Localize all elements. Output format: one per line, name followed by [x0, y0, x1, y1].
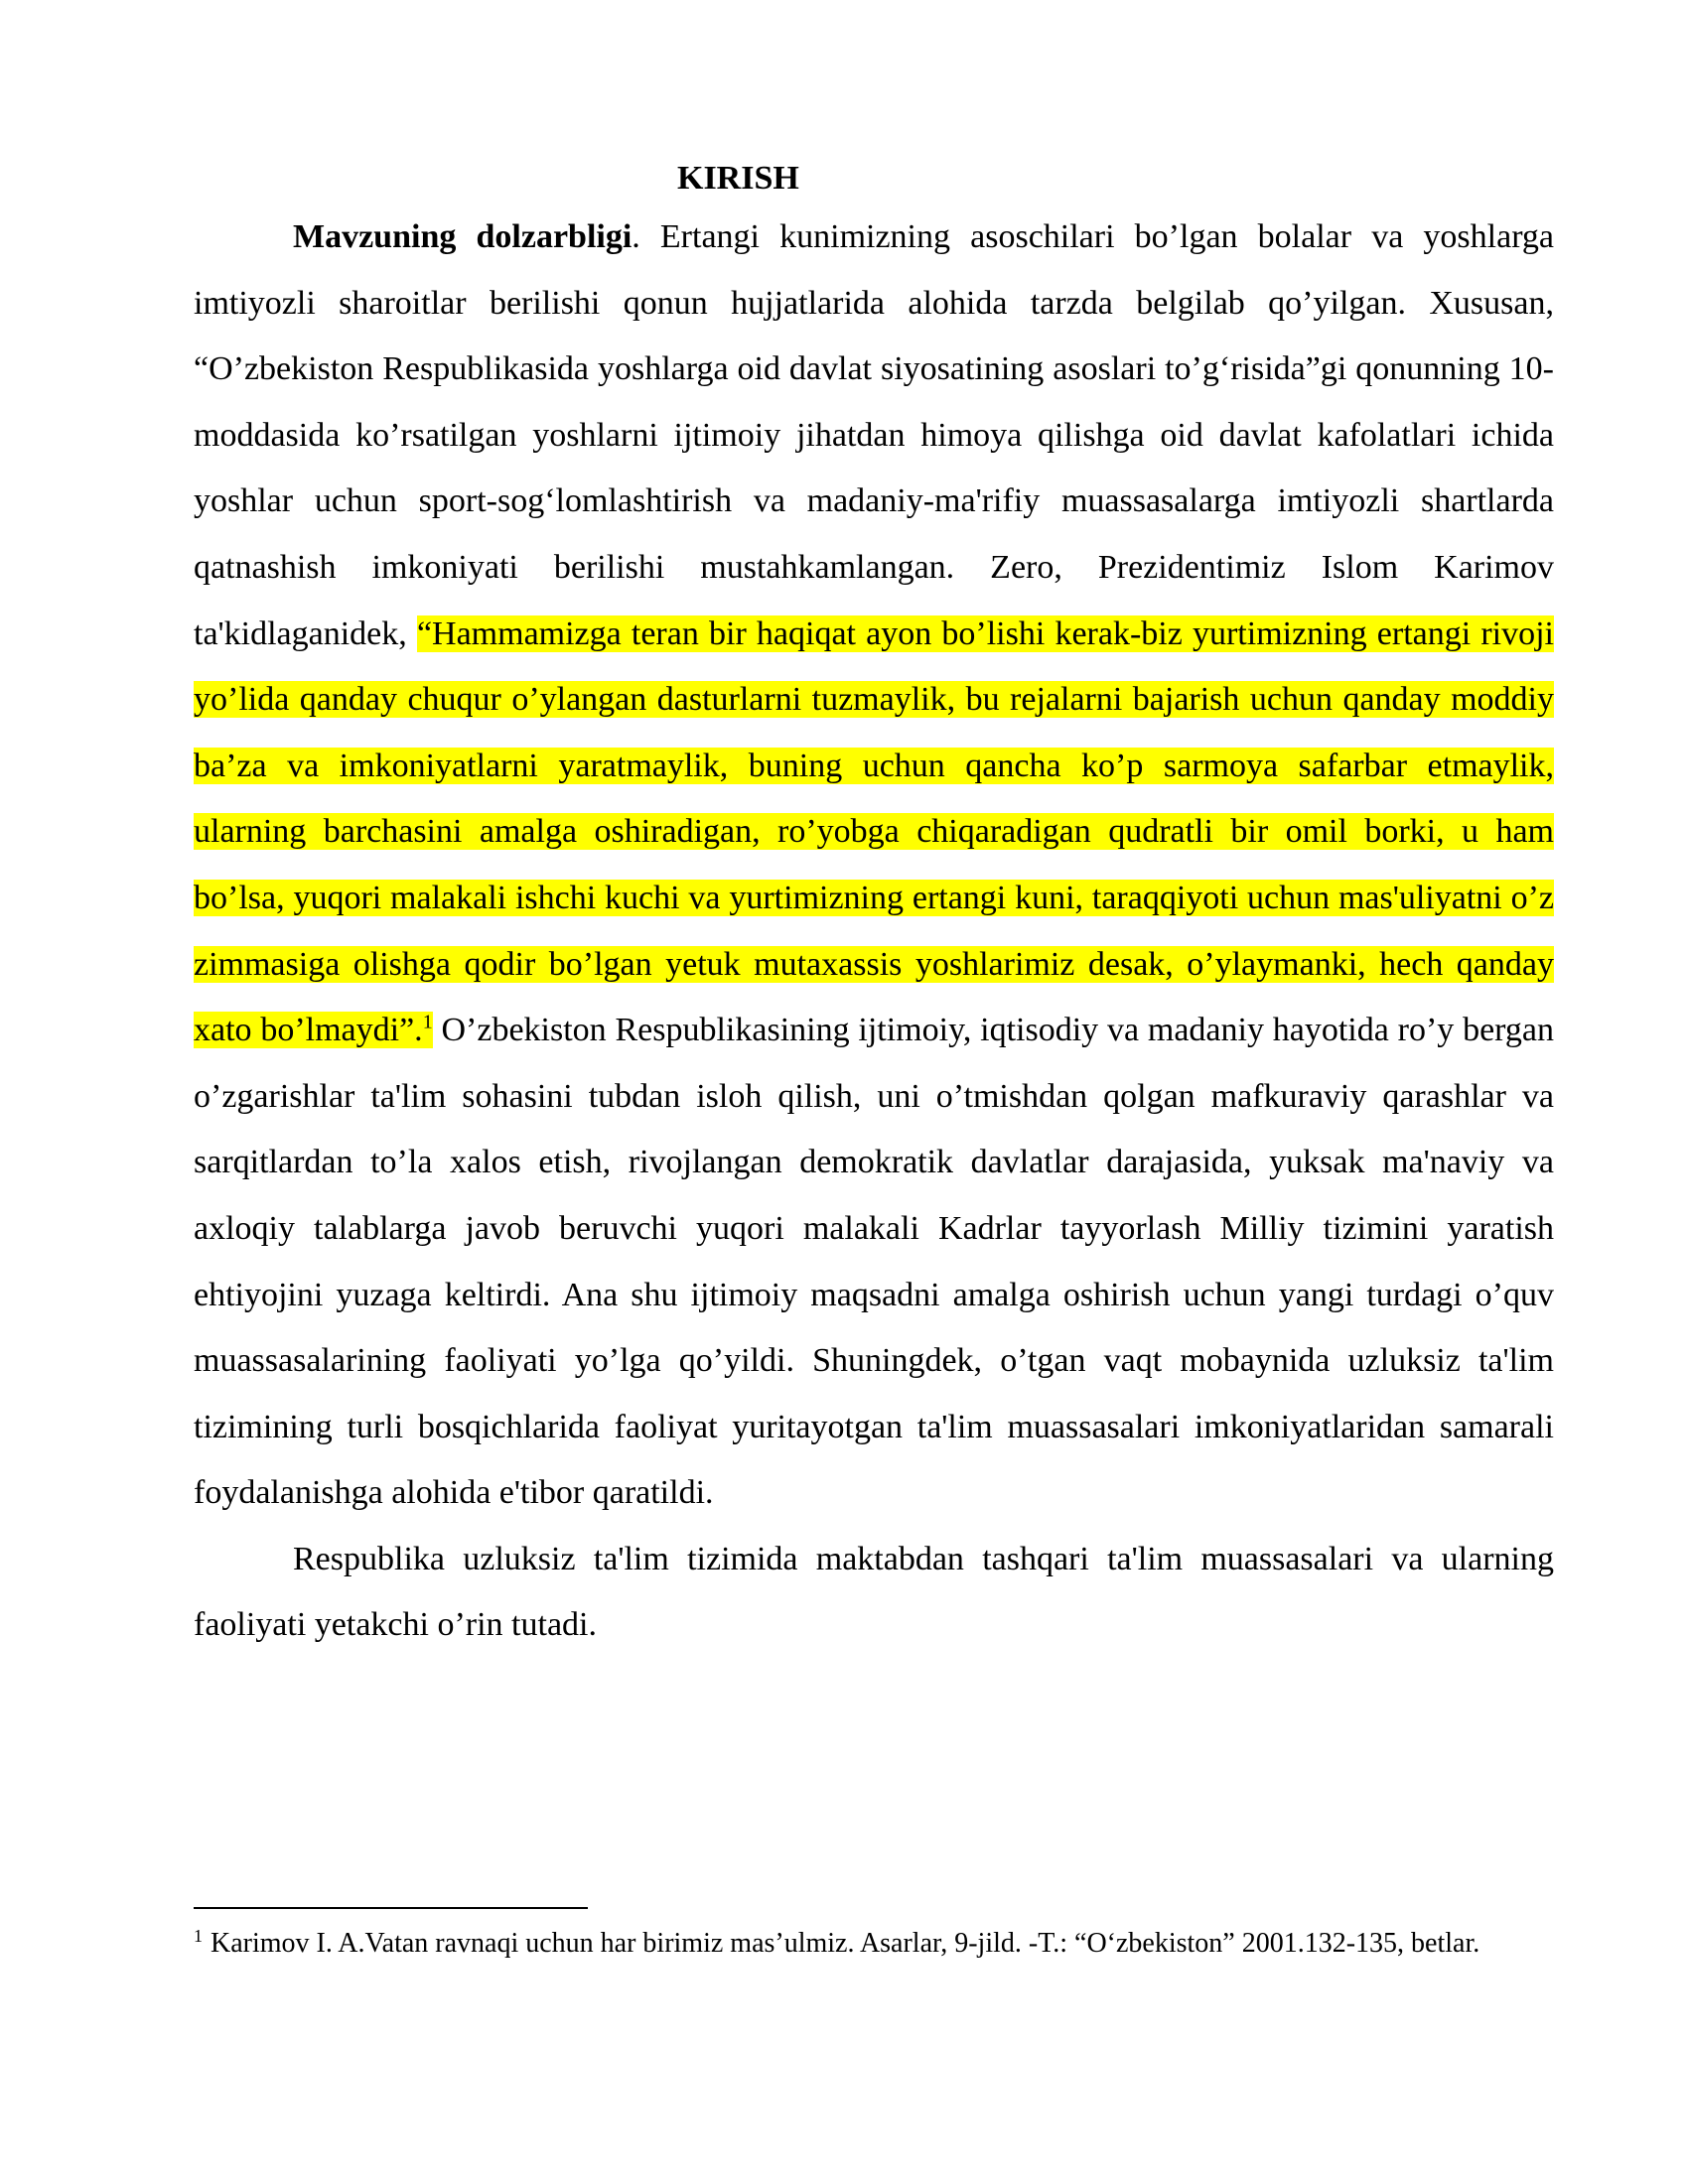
- paragraph-relevance: [194, 205, 1554, 1527]
- footnote-separator: [194, 1907, 588, 1909]
- footnote: [194, 1918, 1554, 1970]
- footnote-reference[interactable]: 1: [422, 1011, 433, 1033]
- paragraph-text-intro: Ertangi kunimizning asoschilari bo’lgan bolalar va yoshlarga imtiyozli sharoitlar berilishi qonun hujjatlarida alohida tarzda belgilab qo’yilgan. Xususan, “O’zbekiston Respublikasida yoshlarga oid davlat siyosatining asoslari to’g‘risida”gi qonunning 10-moddasida ko’rsatilgan yoshlarni ijtimoiy jihatdan himoya qilishga oid davlat kafolatlari ichida yoshlar uchun sport-sog‘lomlashtirish va madaniy-ma'rifiy muassasalarga imtiyozli shartlarda qatnashish imkoniyati berilishi mustahkamlangan. Zero, Prezidentimiz Islom Karimov ta'kidlaganidek,: [194, 218, 1554, 652]
- footnote-text: Karimov I. A.Vatan ravnaqi uchun har birimiz mas’ulmiz. Asarlar, 9-jild. -T.: “O‘zbekiston” 2001.132-135, betlar.: [211, 1928, 1480, 1959]
- paragraph-text-continued: O’zbekiston Respublikasining ijtimoiy, iqtisodiy va madaniy hayotida ro’y bergan o’zgarishlar ta'lim sohasini tubdan isloh qilish, uni o’tmishdan qolgan mafkuraviy qarashlar va sarqitlardan to’la xalos etish, rivojlangan demokratik davlatlar darajasida, yuksak ma'naviy va axloqiy talablarga javob beruvchi yuqori malakali Kadrlar tayyorlash Milliy tizimini yaratish ehtiyojini yuzaga keltirdi. Ana shu ijtimoiy maqsadni amalga oshirish uchun yangi turdagi o’quv muassasalarining faoliyati yo’lga qo’yildi. Shuningdek, o’tgan vaqt mobaynida uzluksiz ta'lim tizimining turli bosqichlarida faoliyat yuritayotgan ta'lim muassasalari imkoniyatlaridan samarali foydalanishga alohida e'tibor qaratildi.: [194, 1012, 1554, 1512]
- section-heading: KIRISH: [677, 160, 799, 197]
- quote-text: “Hammamizga teran bir haqiqat ayon bo’lishi kerak-biz yurtimizning ertangi rivoji yo’lida qanday chuqur o’ylangan dasturlarni tuzmaylik, bu rejalarni bajarish uchun qanday moddiy ba’za va imkoniyatlarni yaratmaylik, buning uchun qancha ko’p sarmoya safarbar etmaylik, ularning barchasini amalga oshiradigan, ro’yobga chiqaradigan qudratli bir omil borki, u ham bo’lsa, yuqori malakali ishchi kuchi va yurtimizning ertangi kuni, taraqqiyoti uchun mas'uliyatni o’z zimmasiga olishga qodir bo’lgan yetuk mutaxassis yoshlarimiz desak, o’ylaymanki, hech qanday xato bo’lmaydi”.: [194, 614, 1554, 1049]
- highlighted-quote: [194, 615, 1554, 1049]
- lead-punctuation: .: [632, 218, 640, 255]
- paragraph-education-system: Respublika uzluksiz ta'lim tizimida maktabdan tashqari ta'lim muassasalari va ularning faoliyati yetakchi o’rin tutadi.: [194, 1540, 1554, 1644]
- footnote-number: 1: [194, 1925, 203, 1946]
- document-page: [194, 157, 1554, 1659]
- lead-term: Mavzuning dolzarbligi: [293, 218, 633, 255]
